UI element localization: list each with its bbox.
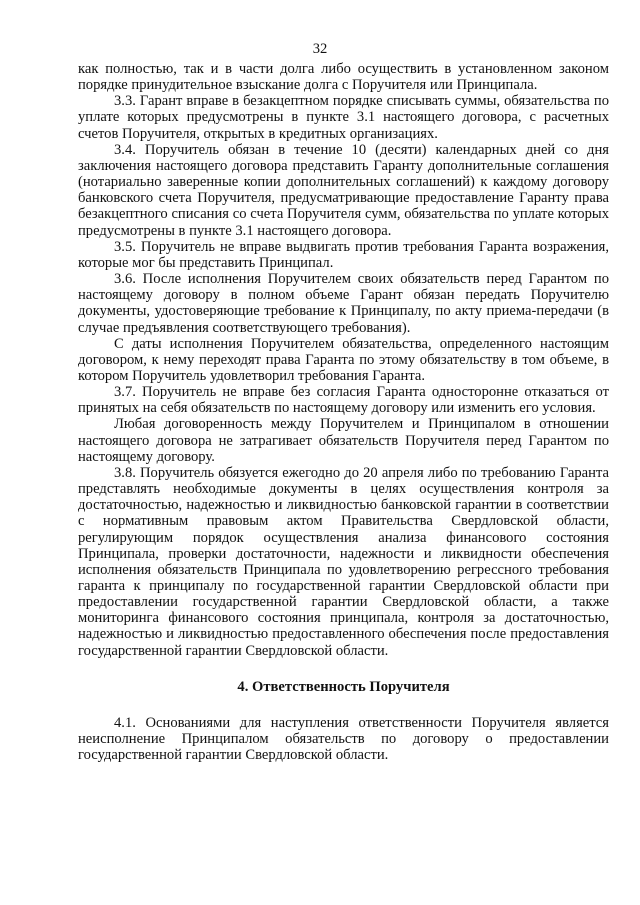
paragraph-3-6-continued: С даты исполнения Поручителем обязательства, определенного настоящим договором, к нему переходят права Гаранта по этому обязательству в том объеме, в котором Поручитель удовлетворил требования Гаранта. (78, 335, 609, 384)
page-number: 32 (312, 41, 328, 57)
paragraph-3-7-continued: Любая договоренность между Поручителем и Принципалом в отношении настоящего договора не затрагивает обязательств Поручителя перед Гарантом по настоящему договору. (78, 416, 609, 465)
paragraph-continuation: как полностью, так и в части долга либо осуществить в установленном законом порядке принудительное взыскание долга с Поручителя или Принципала. (78, 61, 609, 94)
document-body (78, 40, 609, 763)
paragraph-4-1: 4.1. Основаниями для наступления ответственности Поручителя является неисполнение Принципалом обязательств по договору о предоставлении государственной гарантии Свердловской области. (78, 714, 609, 764)
paragraph-3-5: 3.5. Поручитель не вправе выдвигать против требования Гаранта возражения, которые мог бы представить Принципал. (78, 238, 609, 271)
section-heading: 4. Ответственность Поручителя (237, 678, 450, 695)
paragraph-3-3: 3.3. Гарант вправе в безакцептном порядке списывать суммы, обязательства по уплате которых предусмотрены в пункте 3.1 настоящего договора, с расчетных счетов Поручителя, открытых в кредитных организациях. (78, 93, 609, 142)
paragraph-3-6: 3.6. После исполнения Поручителем своих обязательств перед Гарантом по настоящему договору в полном объеме Гарант обязан передать Поручителю документы, удостоверяющие требование к Принципалу, по акту приема-передачи (в случае предъявления соответствующего требования). (78, 271, 609, 336)
paragraph-3-4: 3.4. Поручитель обязан в течение 10 (десяти) календарных дней со дня заключения настоящего договора представить Гаранту дополнительные соглашения (нотариально заверенные копии дополнительных соглашений) к каждому договору банковского счета Поручителя, предусматривающие предоставление Гаранту права безакцептного списания со счета Поручителя сумм, обязательства по уплате которых предусмотрены в пункте 3.1 настоящего договора. (78, 141, 609, 239)
paragraph-3-7: 3.7. Поручитель не вправе без согласия Гаранта односторонне отказаться от принятых на себя обязательств по настоящему договору или изменить его условия. (78, 384, 609, 417)
paragraph-3-8: 3.8. Поручитель обязуется ежегодно до 20 апреля либо по требованию Гаранта представлять необходимые документы в целях осуществления контроля за достаточностью, надежностью и ликвидностью банковской гарантии в соответствии с нормативным правовым актом Правительства Свердловской области, регулирующим порядок осуществления анализа финансового состояния Принципала, проверки достаточности, надежности и ликвидности обеспечения исполнения обязательств Принципала по удовлетворению регрессного требования гаранта к принципалу по государственной гарантии Свердловской области при предоставлении государственной гарантии Свердловской области, а также мониторинга финансового состояния принципала, контроля за достаточностью, надежностью и ликвидностью предоставленного обеспечения после предоставления государственной гарантии Свердловской области. (78, 464, 609, 659)
